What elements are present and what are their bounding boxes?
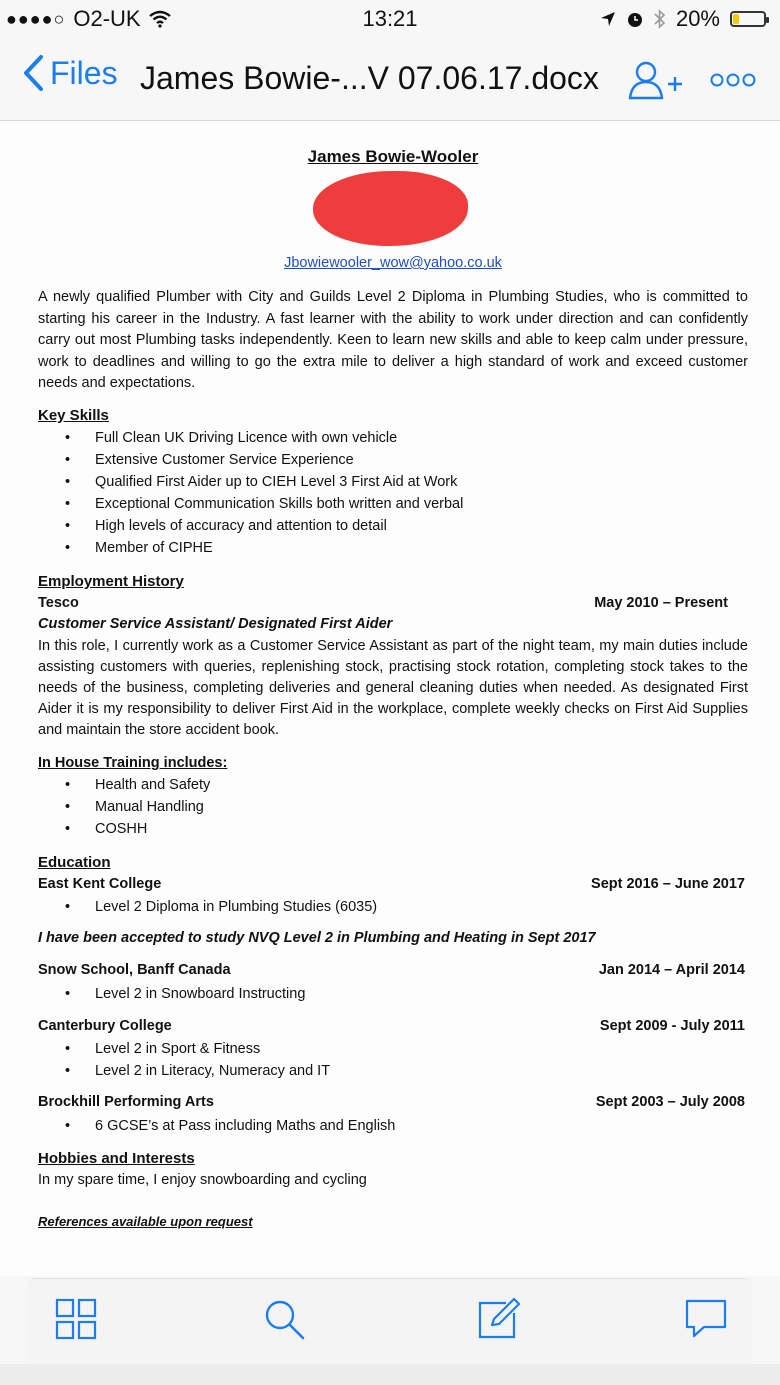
signal-strength-icon: ●●●●○ bbox=[6, 8, 66, 29]
job-description: In this role, I currently work as a Customer Service Assistant as part of the night team, my main duties include assisting customers with queries, replenishing stock, practising stock rotation, completing stock takes to the needs of the business, completing deliveries and general cleaning duties when needed. As designated First Aider it is my responsibility to deliver First Aid in the workplace, complete weekly checks on First Aid Supplies and maintain the store accident book. bbox=[38, 638, 748, 738]
battery-icon bbox=[730, 11, 766, 27]
training-heading: In House Training includes: bbox=[38, 755, 228, 771]
email-link[interactable]: Jbowiewooler_wow@yahoo.co.uk bbox=[284, 255, 502, 271]
list-item: • 6 GCSE’s at Pass including Maths and English bbox=[38, 1115, 395, 1137]
education-row bbox=[38, 876, 745, 892]
education-row bbox=[38, 962, 745, 978]
more-options-icon[interactable] bbox=[710, 72, 756, 88]
location-arrow-icon bbox=[600, 11, 616, 27]
school-name: Brockhill Performing Arts bbox=[38, 1094, 214, 1110]
education-row bbox=[38, 1018, 745, 1034]
school-dates: Sept 2016 – June 2017 bbox=[591, 876, 745, 892]
battery-level-fill bbox=[733, 14, 739, 24]
education-items bbox=[38, 896, 377, 918]
training-list bbox=[38, 774, 210, 840]
summary-paragraph: A newly qualified Plumber with City and Guilds Level 2 Diploma in Plumbing Studies, who is committed to starting his career in the Industry. A fast learner with the ability to work under direction and can confidently carry out most Plumbing tasks independently. Keen to learn new skills and able to keep calm under pressure, work to deadlines and willing to go the extra mile to deliver a high standard of work and exceed customer needs and expectations. bbox=[38, 289, 748, 391]
bottom-toolbar bbox=[28, 1278, 752, 1365]
list-item: • Full Clean UK Driving Licence with own vehicle bbox=[38, 427, 463, 449]
back-button-label: Files bbox=[50, 54, 118, 91]
list-item: • Level 2 Diploma in Plumbing Studies (6035) bbox=[38, 896, 377, 918]
list-item: • High levels of accuracy and attention to detail bbox=[38, 515, 463, 537]
list-item: • Extensive Customer Service Experience bbox=[38, 449, 463, 471]
education-items bbox=[38, 983, 305, 1005]
bluetooth-icon bbox=[654, 9, 666, 29]
list-item: • Manual Handling bbox=[38, 796, 210, 818]
redaction-scribble bbox=[313, 171, 468, 246]
education-items bbox=[38, 1115, 395, 1137]
education-items bbox=[38, 1038, 330, 1082]
battery-percent: 20% bbox=[675, 6, 720, 31]
document-title: James Bowie-...V 07.06.17.docx bbox=[140, 60, 599, 96]
list-item: • Member of CIPHE bbox=[38, 537, 463, 559]
school-name: East Kent College bbox=[38, 876, 162, 892]
hobbies-heading: Hobbies and Interests bbox=[38, 1150, 195, 1167]
list-item: • Qualified First Aider up to CIEH Level 3 First Aid at Work bbox=[38, 471, 463, 493]
job-role: Customer Service Assistant/ Designated First Aider bbox=[38, 616, 393, 632]
education-row bbox=[38, 1094, 745, 1110]
home-indicator-area bbox=[0, 1364, 780, 1385]
status-bar bbox=[0, 0, 780, 40]
employment-row bbox=[38, 595, 728, 611]
school-name: Canterbury College bbox=[38, 1018, 172, 1034]
navigation-bar bbox=[0, 40, 780, 121]
list-item: • Level 2 in Literacy, Numeracy and IT bbox=[38, 1060, 330, 1082]
key-skills-heading: Key Skills bbox=[38, 407, 109, 424]
list-item: • Level 2 in Snowboard Instructing bbox=[38, 983, 305, 1005]
school-name: Snow School, Banff Canada bbox=[38, 962, 231, 978]
edit-icon[interactable] bbox=[476, 1297, 520, 1341]
clock: 13:21 bbox=[362, 6, 418, 31]
employer-name: Tesco bbox=[38, 595, 79, 611]
document-viewer[interactable] bbox=[0, 121, 780, 1276]
list-item: • COSHH bbox=[38, 818, 210, 840]
comment-icon[interactable] bbox=[684, 1297, 728, 1341]
add-person-icon[interactable] bbox=[628, 60, 684, 100]
school-dates: Sept 2009 - July 2011 bbox=[599, 1018, 745, 1034]
education-heading: Education bbox=[38, 854, 111, 871]
employment-dates: May 2010 – Present bbox=[594, 595, 728, 611]
key-skills-list bbox=[38, 427, 463, 559]
back-button[interactable] bbox=[22, 54, 118, 92]
hobbies-text: In my spare time, I enjoy snowboarding and cycling bbox=[38, 1172, 367, 1188]
list-item: • Health and Safety bbox=[38, 774, 210, 796]
employment-heading: Employment History bbox=[38, 573, 184, 590]
references-note: References available upon request bbox=[38, 1214, 253, 1229]
chevron-left-icon bbox=[22, 54, 44, 92]
carrier-label: O2-UK bbox=[73, 6, 141, 31]
list-item: • Exceptional Communication Skills both written and verbal bbox=[38, 493, 463, 515]
alarm-clock-icon bbox=[626, 10, 644, 28]
cv-name: James Bowie-Wooler bbox=[307, 147, 479, 166]
school-dates: Sept 2003 – July 2008 bbox=[595, 1094, 745, 1110]
search-icon[interactable] bbox=[262, 1297, 306, 1341]
school-dates: Jan 2014 – April 2014 bbox=[598, 962, 745, 978]
grid-icon[interactable] bbox=[54, 1297, 98, 1341]
list-item: • Level 2 in Sport & Fitness bbox=[38, 1038, 330, 1060]
nvq-note: I have been accepted to study NVQ Level 2 in Plumbing and Heating in Sept 2017 bbox=[38, 930, 596, 946]
